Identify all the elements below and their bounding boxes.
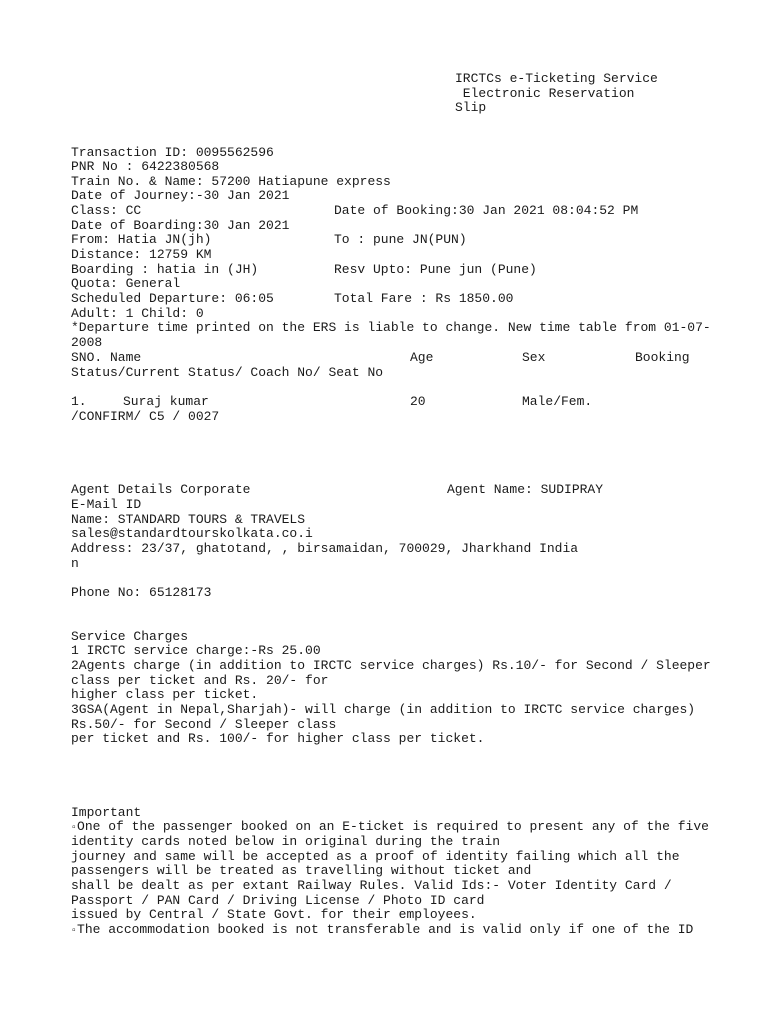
bullet-icon: ▫ <box>71 823 78 834</box>
transaction-id: Transaction ID: 0095562596 <box>71 145 274 160</box>
agent-address: Address: 23/37, ghatotand, , birsamaidan, 700029, Jharkhand India <box>71 541 579 556</box>
important-line: shall be dealt as per extant Railway Rules. Valid Ids:- Voter Identity Card / <box>71 878 672 893</box>
service-charge-line: per ticket and Rs. 100/- for higher class per ticket. <box>71 731 485 746</box>
departure-note-continued: 2008 <box>71 335 103 350</box>
service-charge-line: 3GSA(Agent in Nepal,Sharjah)- will charge (in addition to IRCTC service charges) <box>71 702 696 717</box>
important-line: issued by Central / State Govt. for their employees. <box>71 907 477 922</box>
service-charge-line: 1 IRCTC service charge:-Rs 25.00 <box>71 643 321 658</box>
agent-email: sales@standardtourskolkata.co.i <box>71 526 313 541</box>
service-charge-line: class per ticket and Rs. 20/- for <box>71 673 329 688</box>
departure-note: *Departure time printed on the ERS is liable to change. New time table from 01-07- <box>71 320 711 335</box>
service-charge-line: higher class per ticket. <box>71 687 259 702</box>
quota: Quota: General <box>71 276 181 291</box>
boarding-station: Boarding : hatia in (JH) <box>71 262 259 277</box>
passenger-booking-status: /CONFIRM/ C5 / 0027 <box>71 409 220 424</box>
table-header-sex: Sex <box>522 350 546 365</box>
reservation-upto: Resv Upto: Pune jun (Pune) <box>334 262 537 277</box>
date-of-journey: Date of Journey:-30 Jan 2021 <box>71 188 290 203</box>
agent-phone: Phone No: 65128173 <box>71 585 212 600</box>
slip-title-line-1: IRCTCs e-Ticketing Service <box>455 71 658 86</box>
important-line: passengers will be treated as travelling without ticket and <box>71 863 532 878</box>
slip-title-line-3: Slip <box>455 100 487 115</box>
table-header-age: Age <box>410 350 434 365</box>
important-text: One of the passenger booked on an E-ticket is required to present any of the five <box>77 819 709 834</box>
agent-email-label: E-Mail ID <box>71 497 142 512</box>
table-header-status: Status/Current Status/ Coach No/ Seat No <box>71 365 384 380</box>
passenger-name: Suraj kumar <box>123 394 209 409</box>
important-line: journey and same will be accepted as a proof of identity failing which all the <box>71 849 680 864</box>
agent-address-continued: n <box>71 556 79 571</box>
important-line: identity cards noted below in original during the train <box>71 834 501 849</box>
passenger-age: 20 <box>410 394 426 409</box>
passenger-sno: 1. <box>71 394 87 409</box>
slip-title-line-2: Electronic Reservation <box>455 86 635 101</box>
total-fare: Total Fare : Rs 1850.00 <box>334 291 514 306</box>
adult-child-count: Adult: 1 Child: 0 <box>71 306 204 321</box>
passenger-sex: Male/Fem. <box>522 394 593 409</box>
scheduled-departure: Scheduled Departure: 06:05 <box>71 291 274 306</box>
agent-details-label: Agent Details Corporate <box>71 482 251 497</box>
to-station: To : pune JN(PUN) <box>334 232 467 247</box>
agent-company-name: Name: STANDARD TOURS & TRAVELS <box>71 512 306 527</box>
service-charge-line: Rs.50/- for Second / Sleeper class <box>71 717 337 732</box>
important-text: The accommodation booked is not transferable and is valid only if one of the ID <box>77 922 694 937</box>
table-header-sno-name: SNO. Name <box>71 350 142 365</box>
date-of-boarding: Date of Boarding:30 Jan 2021 <box>71 218 290 233</box>
bullet-icon: ▫ <box>71 926 78 937</box>
service-charges-heading: Service Charges <box>71 629 189 644</box>
service-charge-line: 2Agents charge (in addition to IRCTC service charges) Rs.10/- for Second / Sleeper <box>71 658 711 673</box>
from-station: From: Hatia JN(jh) <box>71 232 212 247</box>
important-line: Passport / PAN Card / Driving License / Photo ID card <box>71 893 485 908</box>
table-header-booking: Booking <box>635 350 690 365</box>
important-heading: Important <box>71 805 142 820</box>
date-of-booking: Date of Booking:30 Jan 2021 08:04:52 PM <box>334 203 639 218</box>
pnr-number: PNR No : 6422380568 <box>71 159 220 174</box>
agent-name: Agent Name: SUDIPRAY <box>447 482 604 497</box>
travel-class: Class: CC <box>71 203 142 218</box>
train-name: Train No. & Name: 57200 Hatiapune express <box>71 174 391 189</box>
important-line <box>71 923 693 940</box>
distance: Distance: 12759 KM <box>71 247 212 262</box>
